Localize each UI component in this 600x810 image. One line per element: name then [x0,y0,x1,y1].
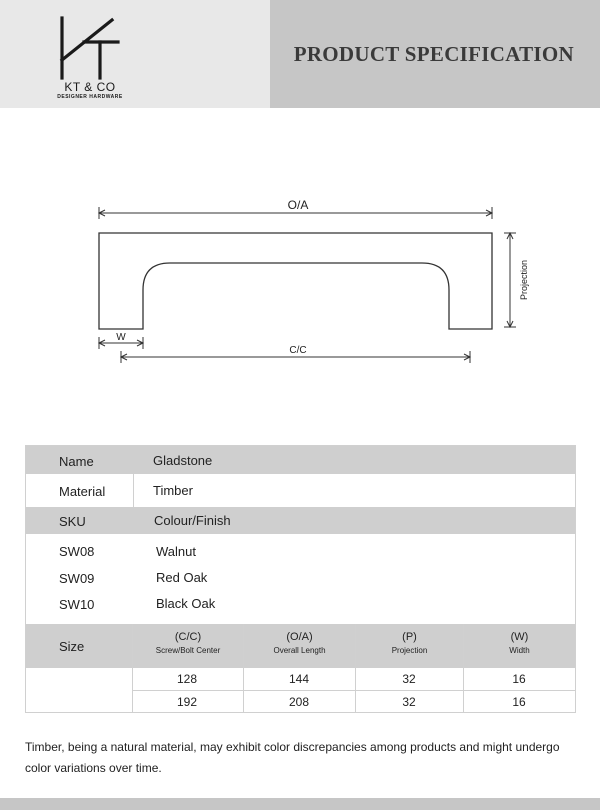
size-header-code: (C/C) [174,631,202,643]
sku-finish: Black Oak [156,596,216,611]
size-cell-value: 144 [288,672,310,686]
name-label: Name [59,454,94,469]
spec-table [25,445,576,713]
header-title-panel [270,0,600,108]
header-logo-panel [0,0,270,108]
size-label: Size [59,639,85,654]
brand-name: KT & CO [64,80,116,94]
material-note: Timber, being a natural material, may exhibit color discrepancies among products and might undergo color variations over time. [25,740,560,775]
sku-code: SW09 [59,571,95,586]
material-value: Timber [153,483,193,498]
oa-label: O/A [287,198,309,212]
name-value: Gladstone [153,453,213,468]
sku-code: SW10 [59,597,95,612]
projection-label: Projection [519,259,529,301]
size-header-oa [244,624,355,668]
size-section [26,624,575,712]
sku-list [26,534,575,624]
size-header-code: (O/A) [286,631,313,643]
brand-tagline: DESIGNER HARDWARE [57,94,123,100]
size-row-divider [133,690,575,691]
size-cell-value: 32 [402,672,416,686]
finish-label: Colour/Finish [154,513,231,528]
size-cell-value: 192 [176,695,198,709]
cc-label: C/C [289,345,307,356]
size-header-code: (P) [402,631,417,643]
size-header-cc [133,624,243,668]
size-cell-value: 208 [288,695,310,709]
handle-outline [99,233,492,329]
size-cell-value: 16 [512,695,526,709]
sku-finish: Walnut [156,544,196,559]
page-title: PRODUCT SPECIFICATION [293,42,574,66]
size-cell-value: 16 [512,672,526,686]
size-header-desc: Projection [391,646,428,655]
name-row [26,446,575,474]
sku-label: SKU [59,514,86,529]
size-header-desc: Screw/Bolt Center [155,646,221,655]
w-label: W [116,332,126,343]
sku-header-row [26,507,575,534]
size-header-w [464,624,575,668]
sku-finish: Red Oak [156,570,208,585]
material-row [26,474,575,507]
size-cell-value: 128 [176,672,198,686]
size-header-p [356,624,463,668]
handle-dimension-drawing [0,190,600,370]
material-label: Material [59,484,106,499]
footer-bar [0,798,600,810]
sku-code: SW08 [59,544,95,559]
kt-monogram-logo [54,14,124,84]
size-cell-value: 32 [402,695,416,709]
size-header-desc: Overall Length [273,646,326,655]
size-header-code: (W) [510,631,529,643]
size-header-desc: Width [509,646,530,655]
